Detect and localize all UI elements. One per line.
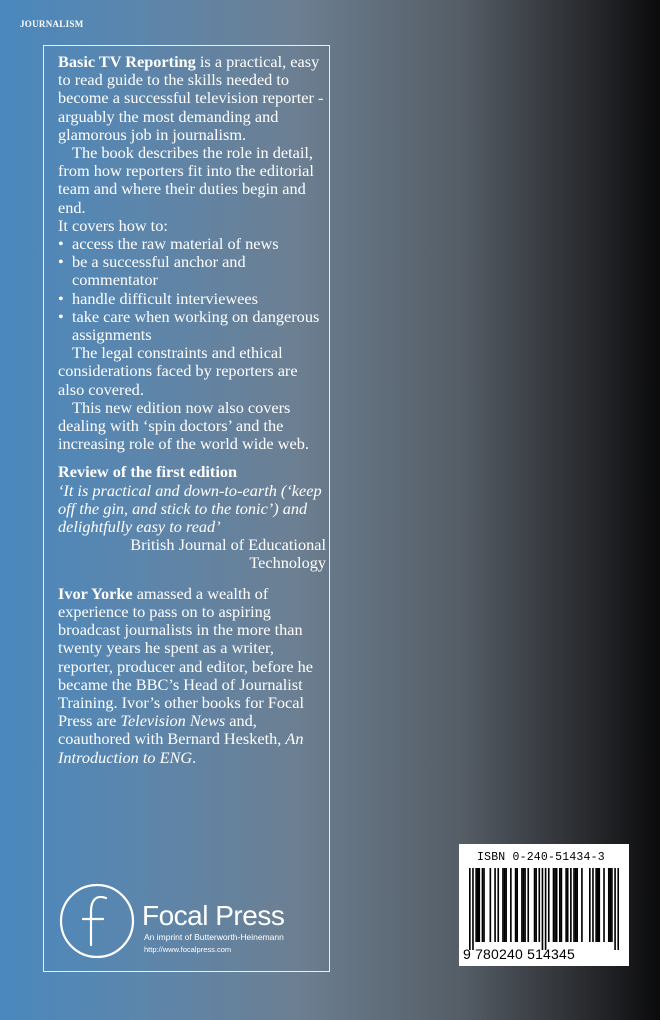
- blurb-legal: The legal constraints and ethical considerations faced by reporters are also covered.: [58, 343, 298, 399]
- barcode-bar: [598, 868, 600, 942]
- back-cover-text: [58, 53, 326, 767]
- barcode-bar: [575, 868, 577, 942]
- barcode-bar: [469, 868, 471, 950]
- barcode-bar: [497, 868, 499, 942]
- barcode-bar: [504, 868, 506, 942]
- barcode-bar: [545, 868, 547, 950]
- barcode-bar: [494, 868, 496, 942]
- barcode-bar: [524, 868, 526, 942]
- publisher-imprint: An imprint of Butterworth-Heinemann: [144, 932, 284, 942]
- barcode-bar: [548, 868, 550, 942]
- barcode-bar: [534, 868, 536, 942]
- barcode-bar: [603, 868, 605, 942]
- barcode-bar: [573, 868, 575, 942]
- list-item: • access the raw material of news: [58, 234, 279, 254]
- review-heading: Review of the first edition: [58, 462, 238, 482]
- publisher-url: http://www.focalpress.com: [144, 945, 232, 954]
- barcode-bar: [570, 868, 572, 942]
- bullet-icon: •: [58, 234, 64, 254]
- barcode-bar: [554, 868, 556, 942]
- publisher-logo: [58, 882, 318, 962]
- isbn-label: ISBN 0-240-51434-3: [477, 851, 605, 864]
- barcode-bar: [482, 868, 484, 942]
- isbn-barcode: [459, 844, 629, 966]
- barcode-bar: [561, 868, 563, 942]
- author-name: Ivor Yorke: [58, 583, 133, 603]
- list-item: • be a successful anchor and commentator: [58, 252, 246, 290]
- barcode-bar: [472, 868, 474, 950]
- barcode-bar: [538, 868, 540, 942]
- barcode-bar: [592, 868, 594, 942]
- blurb-new-edition: This new edition now also covers dealing with ‘spin doctors’ and the increasing role of the world wide web.: [58, 397, 309, 454]
- covers-intro: It covers how to:: [58, 215, 168, 235]
- review-quote: ‘It is practical and down-to-earth (‘keep off the gin, and stick to the tonic’) and delightfully easy to read’: [58, 480, 322, 537]
- author-bio: Ivor Yorke amassed a wealth of experience to pass on to aspiring broadcast journalists in the more than twenty years he spent as a writer, reporter, producer and editor, before he became the BBC’s Head of Journalist Training. Ivor’s other books for Focal Press are Television News and, coauthored with Bernard Hesketh, An Introduction to ENG.: [58, 583, 313, 767]
- bullet-icon: •: [58, 306, 64, 326]
- barcode-bar: [556, 868, 558, 942]
- barcode-bar: [589, 868, 591, 942]
- barcode-bar: [611, 868, 613, 942]
- barcode-bar: [610, 868, 612, 942]
- barcode-bar: [502, 868, 504, 942]
- barcode-bar: [535, 868, 537, 942]
- focal-press-logo-icon: [58, 882, 136, 960]
- barcode-bar: [576, 868, 578, 942]
- barcode-bar: [478, 868, 480, 942]
- review-source: British Journal of Educational Technology: [130, 535, 326, 573]
- barcode-bar: [490, 868, 492, 942]
- ean-number: 9 780240 514345: [463, 946, 575, 962]
- covers-list: [58, 235, 326, 344]
- barcode-bar: [597, 868, 599, 942]
- barcode-bar: [567, 868, 569, 942]
- blurb-description: The book describes the role in detail, from how reporters fit into the editorial team and where their duties begin and end.: [58, 143, 314, 217]
- barcode-bar: [581, 868, 583, 942]
- barcode-bar: [614, 868, 616, 950]
- barcode-bar: [542, 868, 544, 950]
- barcode-bar: [565, 868, 567, 942]
- barcode-bar: [510, 868, 512, 942]
- category-label: JOURNALISM: [20, 19, 84, 29]
- bullet-icon: •: [58, 252, 64, 272]
- barcode-bar: [559, 868, 561, 942]
- bullet-icon: •: [58, 288, 64, 308]
- barcode-bar: [523, 868, 525, 942]
- barcode-bar: [515, 868, 517, 942]
- barcode-bars: [469, 868, 619, 950]
- barcode-bar: [608, 868, 610, 942]
- barcode-bar: [521, 868, 523, 942]
- barcode-bar: [477, 868, 479, 942]
- list-item: • handle difficult interviewees: [58, 288, 258, 308]
- book-title: Basic TV Reporting: [58, 52, 196, 71]
- barcode-bar: [617, 868, 619, 950]
- blurb-intro: Basic TV Reporting is a practical, easy to read guide to the skills needed to become a successful television reporter - arguably the most demanding and glamorous job in journalism.: [58, 52, 324, 144]
- barcode-bar: [553, 868, 555, 942]
- publisher-name: Focal Press: [142, 900, 285, 931]
- barcode-bar: [516, 868, 518, 942]
- barcode-bar: [527, 868, 529, 942]
- list-item: • take care when working on dangerous assignments: [58, 306, 320, 345]
- barcode-bar: [475, 868, 477, 942]
- barcode-bar: [595, 868, 597, 942]
- barcode-bar: [483, 868, 485, 942]
- barcode-bar: [505, 868, 507, 942]
